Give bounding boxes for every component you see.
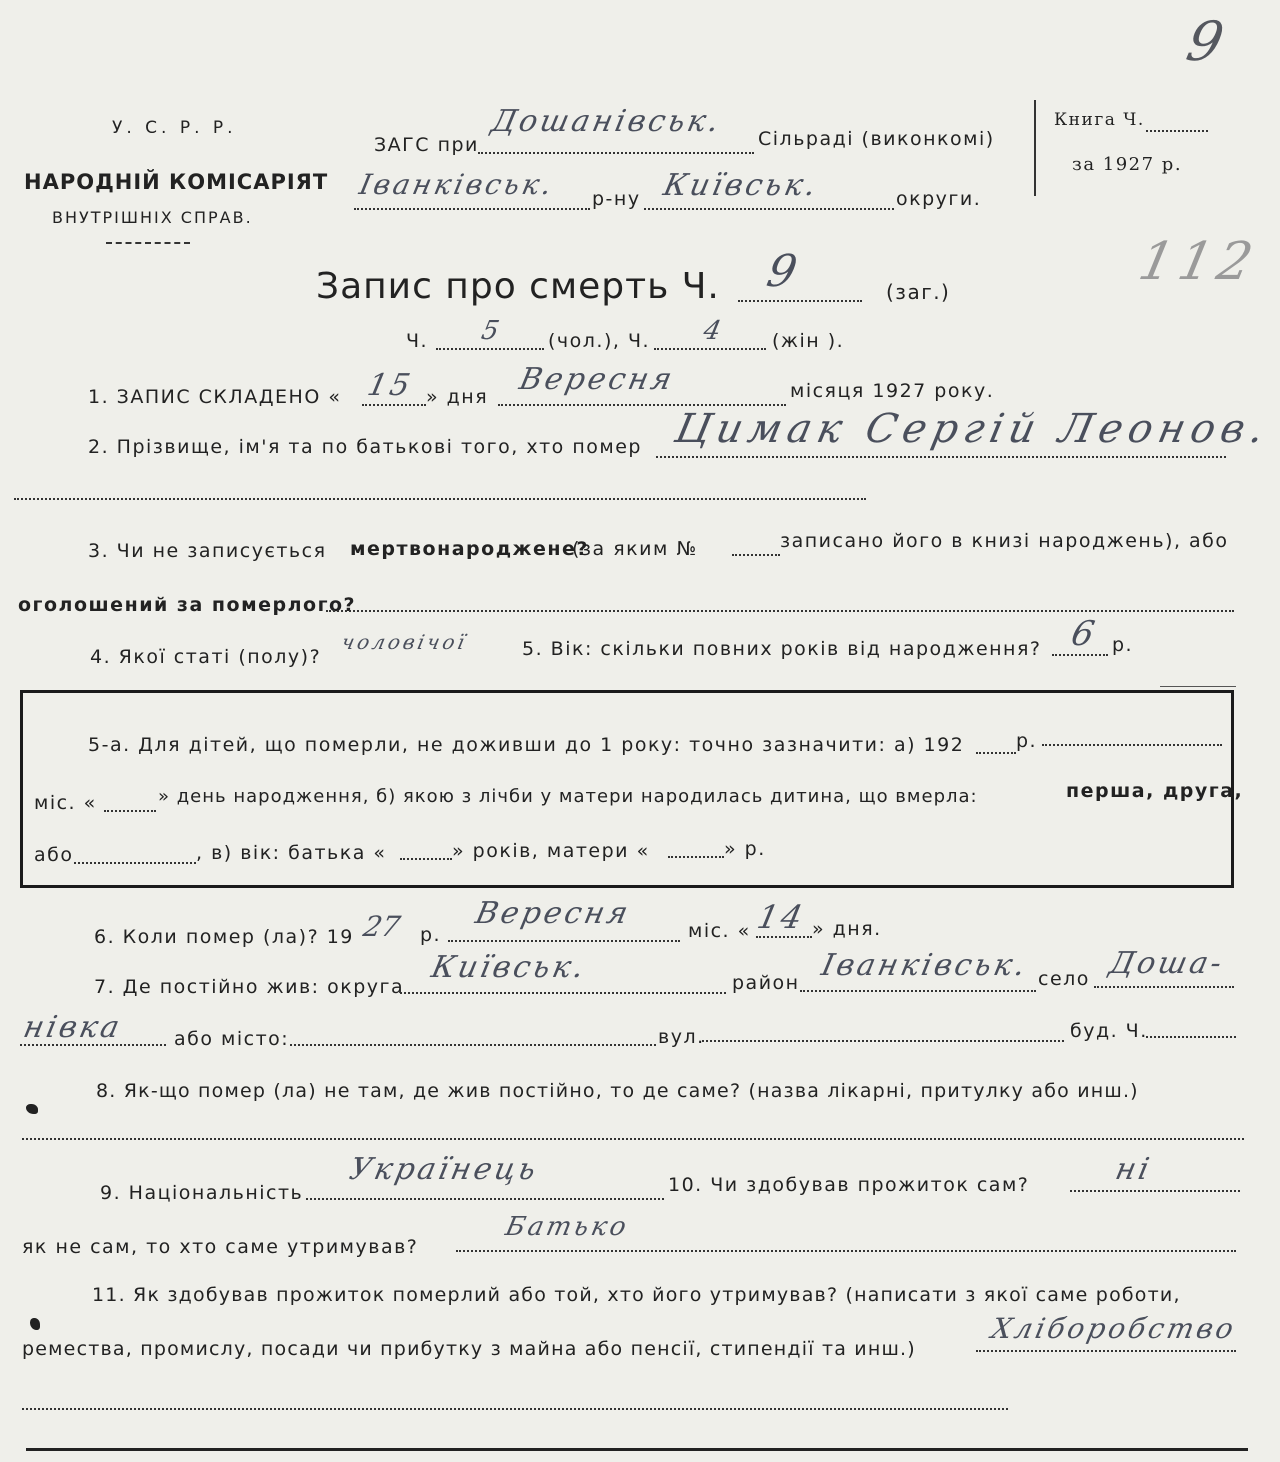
- q1-tail: місяця 1927 року.: [790, 380, 995, 402]
- raion-label: р-ну: [592, 188, 641, 210]
- q7-misto-label: або місто:: [174, 1028, 290, 1050]
- q10-label: 10. Чи здобував прожиток сам?: [668, 1174, 1030, 1196]
- female-number: 4: [700, 316, 727, 346]
- q7-selo: Доша-: [1106, 946, 1228, 981]
- q5a-day-line: [104, 810, 156, 812]
- zags-prefix: ЗАГС при: [374, 134, 479, 156]
- q7-selo-label: село: [1038, 968, 1090, 990]
- council-name: Дошанівськ.: [488, 104, 725, 139]
- q3-number-line: [732, 554, 780, 556]
- q6-label: 6. Коли помер (ла)? 19: [94, 926, 354, 948]
- q5a-line1-fill: [1042, 744, 1222, 746]
- q7-label: 7. Де постійно жив: округа: [94, 976, 405, 998]
- q9-label: 9. Національність: [100, 1182, 304, 1204]
- q11-value-line: [976, 1350, 1236, 1352]
- department-label: ВНУТРІШНІХ СПРАВ.: [52, 208, 253, 227]
- q10-supporter: Батько: [502, 1212, 632, 1242]
- ink-blot: [30, 1318, 40, 1330]
- header-divider: [106, 242, 190, 244]
- q6-year-digit: 27: [360, 910, 404, 943]
- q3-line-2: [326, 610, 1234, 612]
- q8-label: 8. Як-що помер (ла) не там, де жив постійно, то де саме? (назва лікарні, притулку або инш.): [96, 1080, 1139, 1102]
- record-title-suffix: (заг.): [886, 280, 951, 304]
- q5-label: 5. Вік: скільки повних років від народження?: [522, 638, 1042, 660]
- q3-stillborn: мертвонароджене?: [350, 538, 589, 560]
- q4-label: 4. Якої статі (полу)?: [90, 646, 322, 668]
- q5a-line3-c: » років, матери «: [452, 840, 650, 862]
- q5a-line2-bold: перша, друга,: [1066, 780, 1244, 802]
- male-number: 5: [478, 316, 505, 346]
- q5a-line3-b: , в) вік: батька «: [196, 842, 387, 864]
- q2-label: 2. Прізвище, ім'я та по батькові того, хто помер: [88, 436, 642, 458]
- q6-month-line: [448, 940, 680, 942]
- q6-day-line: [756, 936, 812, 938]
- book-label: Книга Ч.: [1054, 110, 1145, 130]
- q7-okruha-line: [400, 992, 726, 994]
- record-title: Запис про смерть Ч.: [316, 266, 720, 307]
- record-number-line: [738, 300, 862, 302]
- zags-okruha-name: Київськ.: [660, 168, 822, 203]
- q5a-father-age-line: [400, 858, 452, 860]
- ink-blot: [26, 1104, 38, 1114]
- female-label: (жін ).: [772, 330, 845, 352]
- republic-label: У. С. Р. Р.: [112, 118, 237, 138]
- q7-raion: Іванківськ.: [818, 948, 1032, 983]
- q6-r: р.: [420, 924, 442, 946]
- q3-tail: записано його в книзі народжень), або: [780, 530, 1229, 552]
- q5a-line2-b: » день народження, б) якою з лічби у матери народилась дитина, що вмерла:: [158, 786, 978, 807]
- female-line: [654, 348, 766, 350]
- q8-line: [22, 1138, 1244, 1140]
- q1-day: 15: [364, 368, 416, 403]
- q1-day-line: [362, 404, 426, 406]
- q5a-mother-age-line: [668, 856, 724, 858]
- q3-declared-dead: оголошений за померлого?: [18, 594, 357, 616]
- q6-month: Вересня: [472, 896, 634, 931]
- q7-misto-line: [290, 1044, 656, 1046]
- q7-okruha: Київськ.: [428, 950, 590, 985]
- council-line: [478, 152, 754, 154]
- okruha-line: [644, 208, 894, 210]
- q7-raion-label: район: [732, 972, 800, 994]
- okruha-label: округи.: [896, 188, 982, 210]
- q1-month: Вересня: [516, 362, 678, 397]
- q7-selo-2: нівка: [20, 1010, 126, 1045]
- q9-line: [306, 1198, 664, 1200]
- q10-line2-label: як не сам, то хто саме утримував?: [22, 1236, 419, 1258]
- q7-vul-line: [702, 1040, 1064, 1042]
- q6-tail: » дня.: [812, 918, 882, 940]
- margin-number: 112: [1133, 232, 1264, 292]
- q5-age-unit: р.: [1112, 634, 1134, 656]
- q2-line-2: [14, 498, 866, 500]
- book-number-line: [1146, 130, 1208, 132]
- male-label: (чол.), Ч.: [548, 330, 651, 352]
- deceased-name: Цимак Сергій Леонов.: [671, 406, 1275, 452]
- male-line: [436, 348, 544, 350]
- q5a-line2-a: міс. «: [34, 792, 97, 814]
- q4-sex: чоловічої: [339, 630, 470, 654]
- q7-vul-label: вул.: [658, 1026, 705, 1048]
- q5-age-line: [1052, 654, 1108, 656]
- q1-label: 1. ЗАПИС СКЛАДЕНО «: [88, 386, 342, 408]
- q11-line2: ремества, промислу, посади чи прибутку з майна або пенсії, стипендії та инш.): [22, 1338, 916, 1360]
- q11-line-3: [22, 1408, 1008, 1410]
- bottom-rule: [26, 1448, 1248, 1451]
- q10-line: [1070, 1190, 1240, 1192]
- q7-bud-line: [1146, 1036, 1236, 1038]
- commissariat-label: НАРОДНІЙ КОМІСАРІЯТ: [24, 170, 329, 194]
- q3-mid: (за яким №: [572, 538, 698, 560]
- q7-selo-line: [1094, 986, 1234, 988]
- q9-nationality: Українець: [346, 1152, 542, 1187]
- q5-age: 6: [1067, 614, 1101, 654]
- q5a-line3-d: » р.: [724, 838, 766, 860]
- book-year: за 1927 р.: [1072, 154, 1183, 175]
- q10-value: ні: [1112, 1152, 1156, 1187]
- q10-line2: [456, 1250, 1236, 1252]
- council-suffix: Сільраді (виконкомі): [758, 128, 995, 150]
- q2-line: [656, 456, 1226, 458]
- q3-label: 3. Чи не записується: [88, 540, 327, 562]
- q11-occupation: Хліборобство: [988, 1312, 1240, 1345]
- q5a-line3-a: або: [34, 844, 74, 866]
- q11-line1: 11. Як здобував прожиток померлий або той, хто його утримував? (написати з якої саме роботи,: [92, 1284, 1181, 1306]
- q7-raion-line: [800, 990, 1036, 992]
- q6-mis: міс. «: [688, 920, 751, 942]
- ch-label: Ч.: [406, 330, 429, 352]
- q5a-line1: 5-а. Для дітей, що померли, не доживши до 1 року: точно зазначити: а) 192: [88, 734, 965, 756]
- zags-raion-name: Іванківськ.: [356, 168, 558, 201]
- q5a-year-line: [976, 752, 1016, 754]
- q5-rule: [1160, 686, 1236, 687]
- record-number: 9: [762, 246, 808, 297]
- corner-page-number: 9: [1181, 10, 1236, 73]
- raion-line: [354, 208, 590, 210]
- q7-bud-label: буд. Ч.: [1070, 1020, 1148, 1042]
- q1-day-suffix: » дня: [426, 386, 489, 408]
- q5a-line1-tail: р.: [1016, 730, 1038, 752]
- q6-day: 14: [753, 898, 809, 936]
- q5a-birth-order-line: [74, 862, 196, 864]
